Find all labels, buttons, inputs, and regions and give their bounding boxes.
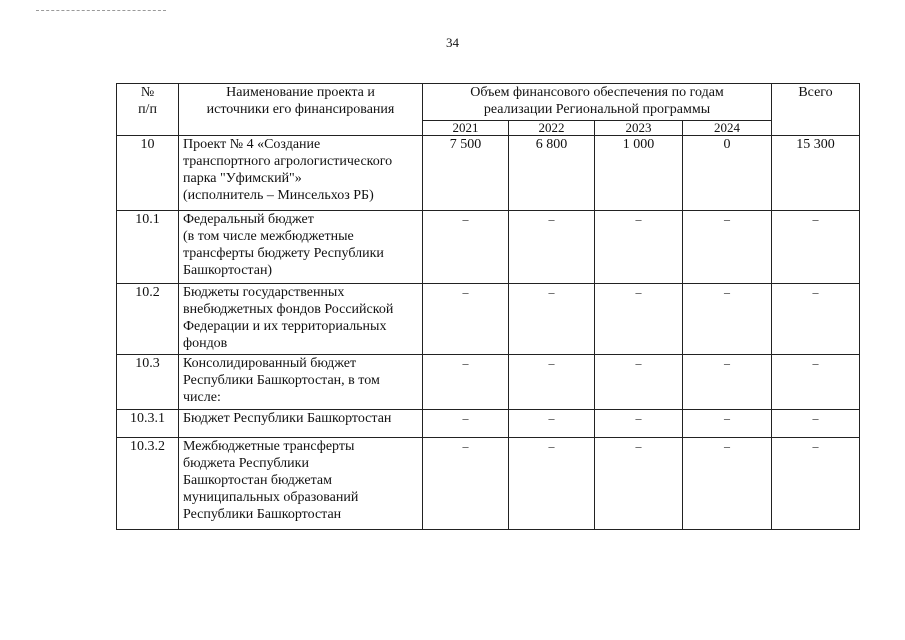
value-2021: – xyxy=(423,284,509,355)
row-name-line: трансферты бюджету Республики xyxy=(183,246,384,261)
row-number: 10.3 xyxy=(117,355,179,410)
row-name-line: Башкортостан бюджетам xyxy=(183,473,332,488)
header-volume-line1: Объем финансового обеспечения по годам xyxy=(470,85,724,100)
table-row xyxy=(117,355,860,410)
row-name-line: бюджета Республики xyxy=(183,456,309,471)
value-2022: – xyxy=(509,410,595,438)
value-2024: – xyxy=(683,284,772,355)
header-total: Всего xyxy=(772,84,860,136)
table-row xyxy=(117,136,860,211)
value-2022: – xyxy=(509,438,595,530)
table-row xyxy=(117,211,860,284)
row-name-line: (исполнитель – Минсельхоз РБ) xyxy=(183,188,374,203)
value-2023: – xyxy=(595,355,683,410)
row-number: 10.1 xyxy=(117,211,179,284)
table-row xyxy=(117,284,860,355)
scan-mark xyxy=(36,10,166,12)
row-name xyxy=(179,136,423,211)
row-name-line: транспортного агрологистического xyxy=(183,154,393,169)
header-volume-line2: реализации Региональной программы xyxy=(483,102,711,117)
value-2022: 6 800 xyxy=(509,136,595,211)
row-name-line: числе: xyxy=(183,390,221,405)
row-name xyxy=(179,438,423,530)
header-name-line2: источники его финансирования xyxy=(206,102,395,117)
row-name-line: Бюджеты государственных xyxy=(183,285,345,300)
value-2023: – xyxy=(595,410,683,438)
header-row xyxy=(117,84,860,121)
value-2022: – xyxy=(509,284,595,355)
row-name-line: Республики Башкортостан xyxy=(183,507,342,522)
value-total: – xyxy=(772,284,860,355)
row-name-line: фондов xyxy=(183,336,228,351)
value-2023: 1 000 xyxy=(595,136,683,211)
value-total: – xyxy=(772,438,860,530)
value-total: 15 300 xyxy=(772,136,860,211)
header-year: 2023 xyxy=(595,121,683,136)
header-name xyxy=(179,84,423,136)
table-row xyxy=(117,410,860,438)
row-number: 10.3.1 xyxy=(117,410,179,438)
value-total: – xyxy=(772,410,860,438)
value-2023: – xyxy=(595,438,683,530)
row-name-line: Федеральный бюджет xyxy=(183,212,314,227)
row-name xyxy=(179,211,423,284)
value-2021: – xyxy=(423,438,509,530)
value-2024: – xyxy=(683,211,772,284)
value-2021: – xyxy=(423,211,509,284)
row-name-line: Башкортостан) xyxy=(183,263,273,278)
row-name xyxy=(179,355,423,410)
value-2023: – xyxy=(595,284,683,355)
header-volume xyxy=(423,84,772,121)
row-number: 10.3.2 xyxy=(117,438,179,530)
header-num-line1: № xyxy=(140,85,155,100)
value-2024: – xyxy=(683,355,772,410)
row-number: 10.2 xyxy=(117,284,179,355)
value-2024: 0 xyxy=(683,136,772,211)
row-name xyxy=(179,284,423,355)
header-name-line1: Наименование проекта и xyxy=(226,85,375,100)
row-name-line: Межбюджетные трансферты xyxy=(183,439,355,454)
value-2024: – xyxy=(683,410,772,438)
header-year: 2021 xyxy=(423,121,509,136)
value-2023: – xyxy=(595,211,683,284)
row-name-line: внебюджетных фондов Российской xyxy=(183,302,394,317)
financing-table xyxy=(116,83,860,530)
value-2022: – xyxy=(509,211,595,284)
value-2021: 7 500 xyxy=(423,136,509,211)
row-name-line: Бюджет Республики Башкортостан xyxy=(183,411,392,426)
row-name-line: (в том числе межбюджетные xyxy=(183,229,354,244)
header-year: 2022 xyxy=(509,121,595,136)
row-name-line: Консолидированный бюджет xyxy=(183,356,357,371)
value-total: – xyxy=(772,355,860,410)
value-total: – xyxy=(772,211,860,284)
row-name-line: муниципальных образований xyxy=(183,490,359,505)
table-row xyxy=(117,438,860,530)
header-num-line2: п/п xyxy=(138,102,157,117)
value-2024: – xyxy=(683,438,772,530)
row-name-line: Федерации и их территориальных xyxy=(183,319,387,334)
value-2021: – xyxy=(423,355,509,410)
value-2021: – xyxy=(423,410,509,438)
value-2022: – xyxy=(509,355,595,410)
row-name-line: Республики Башкортостан, в том xyxy=(183,373,380,388)
header-year: 2024 xyxy=(683,121,772,136)
header-num xyxy=(117,84,179,136)
row-number: 10 xyxy=(117,136,179,211)
page-number: 34 xyxy=(446,35,459,50)
row-name-line: Проект № 4 «Создание xyxy=(183,137,321,152)
row-name-line: парка "Уфимский"» xyxy=(183,171,302,186)
row-name xyxy=(179,410,423,438)
